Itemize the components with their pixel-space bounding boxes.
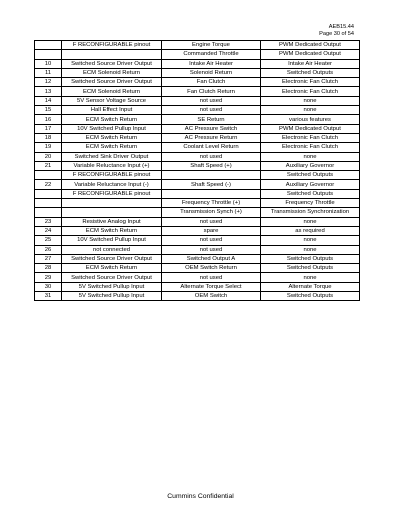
table-row [35,133,360,142]
default-usage-cell: OEM Switch [162,292,261,301]
pin-function-cell: Switched Source Driver Output [62,59,162,68]
pin-number-cell [35,199,62,208]
default-usage-cell: Solenoid Return [162,68,261,77]
pin-function-cell: Switched Source Driver Output [62,273,162,282]
pin-function-cell: 10V Switched Pullup Input [62,124,162,133]
default-usage-cell: Switched Output A [162,254,261,263]
pin-number-cell: 16 [35,115,62,124]
default-usage-cell: Fan Clutch [162,78,261,87]
pin-number-cell: 15 [35,106,62,115]
default-usage-cell: not used [162,106,261,115]
pin-function-cell: 5V Switched Pullup Input [62,292,162,301]
table-row [35,68,360,77]
table-row [35,254,360,263]
pin-function-cell: Switched Source Driver Output [62,254,162,263]
optional-usage-cell: various features [261,115,360,124]
pin-number-cell: 12 [35,78,62,87]
pin-number-cell [35,171,62,180]
default-usage-cell: not used [162,217,261,226]
pin-number-cell [35,189,62,198]
table-row [35,161,360,170]
optional-usage-cell: none [261,217,360,226]
optional-usage-cell: Intake Air Heater [261,59,360,68]
default-usage-cell: Transmission Synch (+) [162,208,261,217]
optional-usage-cell: PWM Dedicated Output [261,41,360,50]
optional-usage-cell: Switched Outputs [261,171,360,180]
pin-function-cell: ECM Switch Return [62,226,162,235]
confidential-footer: Cummins Confidential [167,493,234,500]
table-row [35,236,360,245]
optional-usage-cell: none [261,236,360,245]
table-row [35,273,360,282]
optional-usage-cell: Frequency Throttle [261,199,360,208]
pinout-table [34,40,360,301]
pin-function-cell: 5V Switched Pullup Input [62,282,162,291]
table-row [35,87,360,96]
pin-function-cell: F RECONFIGURABLE pinout [62,171,162,180]
table-row [35,106,360,115]
pin-number-cell: 19 [35,143,62,152]
default-usage-cell: not used [162,236,261,245]
default-usage-cell: spare [162,226,261,235]
table-row [35,292,360,301]
default-usage-cell: AC Pressure Switch [162,124,261,133]
pin-function-cell: F RECONFIGURABLE pinout [62,189,162,198]
page-header [319,24,354,38]
pin-number-cell [35,208,62,217]
pin-function-cell [62,208,162,217]
pin-number-cell: 17 [35,124,62,133]
pin-function-cell: Hall Effect Input [62,106,162,115]
pin-number-cell: 11 [35,68,62,77]
optional-usage-cell: none [261,106,360,115]
optional-usage-cell: Electronic Fan Clutch [261,78,360,87]
pin-function-cell [62,199,162,208]
pin-number-cell: 28 [35,264,62,273]
optional-usage-cell: PWM Dedicated Output [261,124,360,133]
pin-function-cell: not connected [62,245,162,254]
table-row [35,50,360,59]
table-row [35,226,360,235]
default-usage-cell: AC Pressure Return [162,133,261,142]
pin-function-cell: 5V Sensor Voltage Source [62,96,162,105]
pinout-table-body [35,41,360,301]
table-row [35,199,360,208]
default-usage-cell: Frequency Throttle (+) [162,199,261,208]
pin-function-cell [62,50,162,59]
table-row [35,152,360,161]
pin-function-cell: ECM Solenoid Return [62,68,162,77]
optional-usage-cell: Electronic Fan Clutch [261,133,360,142]
default-usage-cell [162,171,261,180]
page-number: Page 30 of 54 [319,31,354,37]
pin-number-cell: 21 [35,161,62,170]
default-usage-cell: not used [162,245,261,254]
pin-number-cell: 22 [35,180,62,189]
pin-number-cell: 26 [35,245,62,254]
optional-usage-cell: none [261,96,360,105]
pin-function-cell: Switched Source Driver Output [62,78,162,87]
optional-usage-cell: Switched Outputs [261,189,360,198]
table-row [35,245,360,254]
optional-usage-cell: Switched Outputs [261,264,360,273]
pin-function-cell: ECM Switch Return [62,115,162,124]
table-row [35,124,360,133]
default-usage-cell: Commanded Throttle [162,50,261,59]
default-usage-cell: Intake Air Heater [162,59,261,68]
default-usage-cell: not used [162,152,261,161]
pin-function-cell: Switched Sink Driver Output [62,152,162,161]
default-usage-cell: not used [162,273,261,282]
default-usage-cell: Fan Clutch Return [162,87,261,96]
pin-number-cell: 27 [35,254,62,263]
pin-number-cell: 24 [35,226,62,235]
default-usage-cell: SE Return [162,115,261,124]
optional-usage-cell: as required [261,226,360,235]
default-usage-cell: Alternate Torque Select [162,282,261,291]
optional-usage-cell: none [261,273,360,282]
pin-number-cell: 29 [35,273,62,282]
optional-usage-cell: Transmission Synchronization [261,208,360,217]
table-row [35,78,360,87]
default-usage-cell: Shaft Speed (-) [162,180,261,189]
pin-function-cell: Variable Reluctance Input (-) [62,180,162,189]
pin-number-cell [35,41,62,50]
optional-usage-cell: Auxiliary Governor [261,161,360,170]
optional-usage-cell: Electronic Fan Clutch [261,143,360,152]
pin-function-cell: F RECONFIGURABLE pinout [62,41,162,50]
optional-usage-cell: PWM Dedicated Output [261,50,360,59]
default-usage-cell: Engine Torque [162,41,261,50]
table-row [35,264,360,273]
table-row [35,96,360,105]
default-usage-cell [162,189,261,198]
pin-number-cell: 25 [35,236,62,245]
default-usage-cell: OEM Switch Return [162,264,261,273]
table-row [35,208,360,217]
pin-number-cell: 31 [35,292,62,301]
table-row [35,180,360,189]
optional-usage-cell: Switched Outputs [261,254,360,263]
optional-usage-cell: Electronic Fan Clutch [261,87,360,96]
document-id: AEB15.44 [328,24,354,30]
pin-function-cell: ECM Solenoid Return [62,87,162,96]
table-row [35,217,360,226]
pin-number-cell: 18 [35,133,62,142]
table-row [35,171,360,180]
pin-number-cell: 30 [35,282,62,291]
pin-number-cell: 23 [35,217,62,226]
pin-number-cell: 13 [35,87,62,96]
pin-function-cell: Variable Reluctance Input (+) [62,161,162,170]
table-row [35,115,360,124]
pin-function-cell: 10V Switched Pullup Input [62,236,162,245]
pin-function-cell: Resistive Analog Input [62,217,162,226]
table-row [35,282,360,291]
optional-usage-cell: Switched Outputs [261,292,360,301]
default-usage-cell: Shaft Speed (+) [162,161,261,170]
pin-number-cell: 14 [35,96,62,105]
default-usage-cell: not used [162,96,261,105]
pin-number-cell: 20 [35,152,62,161]
optional-usage-cell: Alternate Torque [261,282,360,291]
table-row [35,189,360,198]
pin-function-cell: ECM Switch Return [62,133,162,142]
table-row [35,59,360,68]
optional-usage-cell: Switched Outputs [261,68,360,77]
pin-function-cell: ECM Switch Return [62,143,162,152]
table-row [35,143,360,152]
pin-number-cell [35,50,62,59]
table-row [35,41,360,50]
optional-usage-cell: none [261,245,360,254]
pin-function-cell: ECM Switch Return [62,264,162,273]
optional-usage-cell: Auxiliary Governor [261,180,360,189]
pin-number-cell: 10 [35,59,62,68]
optional-usage-cell: none [261,152,360,161]
default-usage-cell: Coolant Level Return [162,143,261,152]
